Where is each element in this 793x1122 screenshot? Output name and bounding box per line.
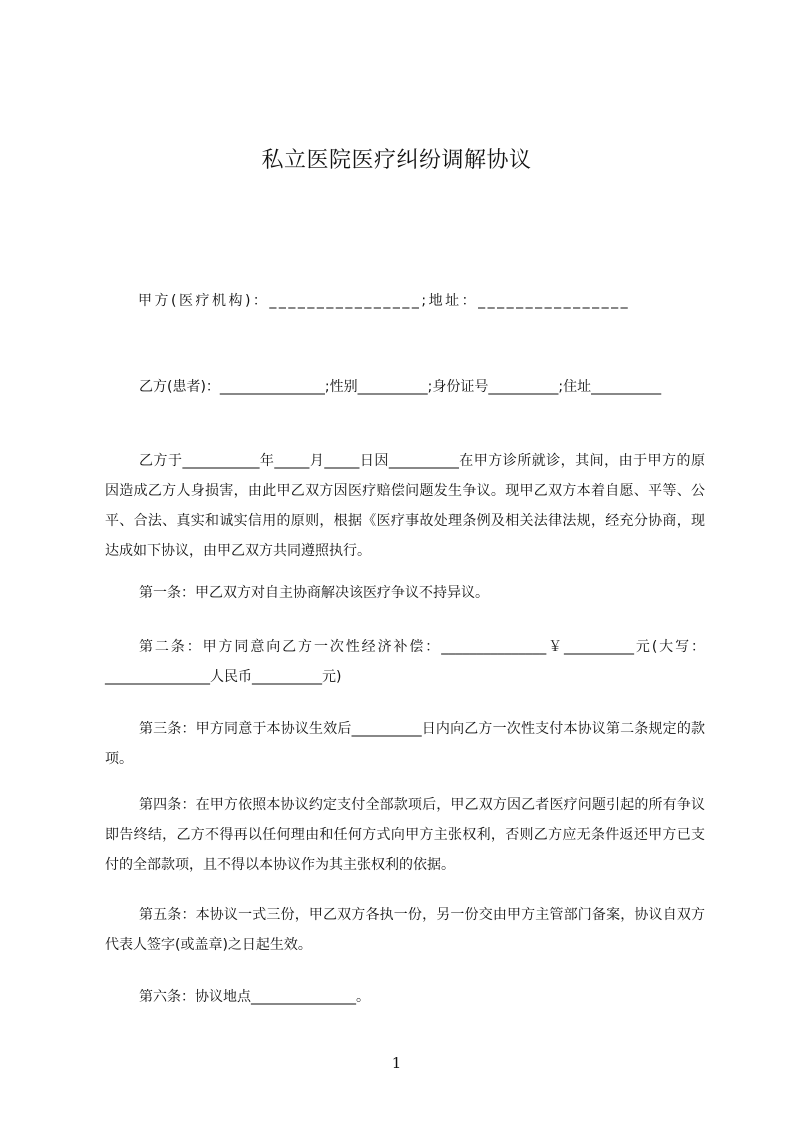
page-number: 1 [391, 1054, 402, 1072]
article-4: 第四条：在甲方依照本协议约定支付全部款项后，甲乙双方因乙者医疗问题引起的所有争议即告终结，乙方不得再以任何理由和任何方式向甲方主张权利，否则乙方应无条件返还甲方已支付的全部款项，且不得以本协议作为其主张权利的依据。 [105, 797, 705, 873]
party-b-line: 乙方(患者)：_______________;性别__________;身份证号__________;住址__________ [139, 379, 662, 395]
article-6: 第六条：协议地点_______________。 [139, 989, 370, 1005]
party-a-line: 甲方(医疗机构)：________________;地址：________________ [138, 293, 631, 309]
article-3: 第三条：甲方同意于本协议生效后__________日内向乙方一次性支付本协议第二条规定的款项。 [105, 721, 705, 767]
article-2: 第二条：甲方同意向乙方一次性经济补偿：_______________￥__________元(大写：_______________人民币__________元) [105, 639, 705, 685]
article-5: 第五条：本协议一式三份，甲乙双方各执一份，另一份交由甲方主管部门备案，协议自双方代表人签字(或盖章)之日起生效。 [105, 907, 705, 953]
article-1: 第一条：甲乙双方对自主协商解决该医疗争议不持异议。 [139, 585, 489, 601]
intro-paragraph: 乙方于___________年_____月_____日因__________在甲方诊所就诊，其间，由于甲方的原因造成乙方人身损害，由此甲乙双方因医疗赔偿问题发生争议。现甲乙双方本着自愿、平等、公平、合法、真实和诚实信用的原则，根据《医疗事故处理条例及相关法律法规，经充分协商，现达成如下协议，由甲乙双方共同遵照执行。 [105, 453, 705, 559]
document-title: 私立医院医疗纠纷调解协议 [261, 148, 532, 173]
